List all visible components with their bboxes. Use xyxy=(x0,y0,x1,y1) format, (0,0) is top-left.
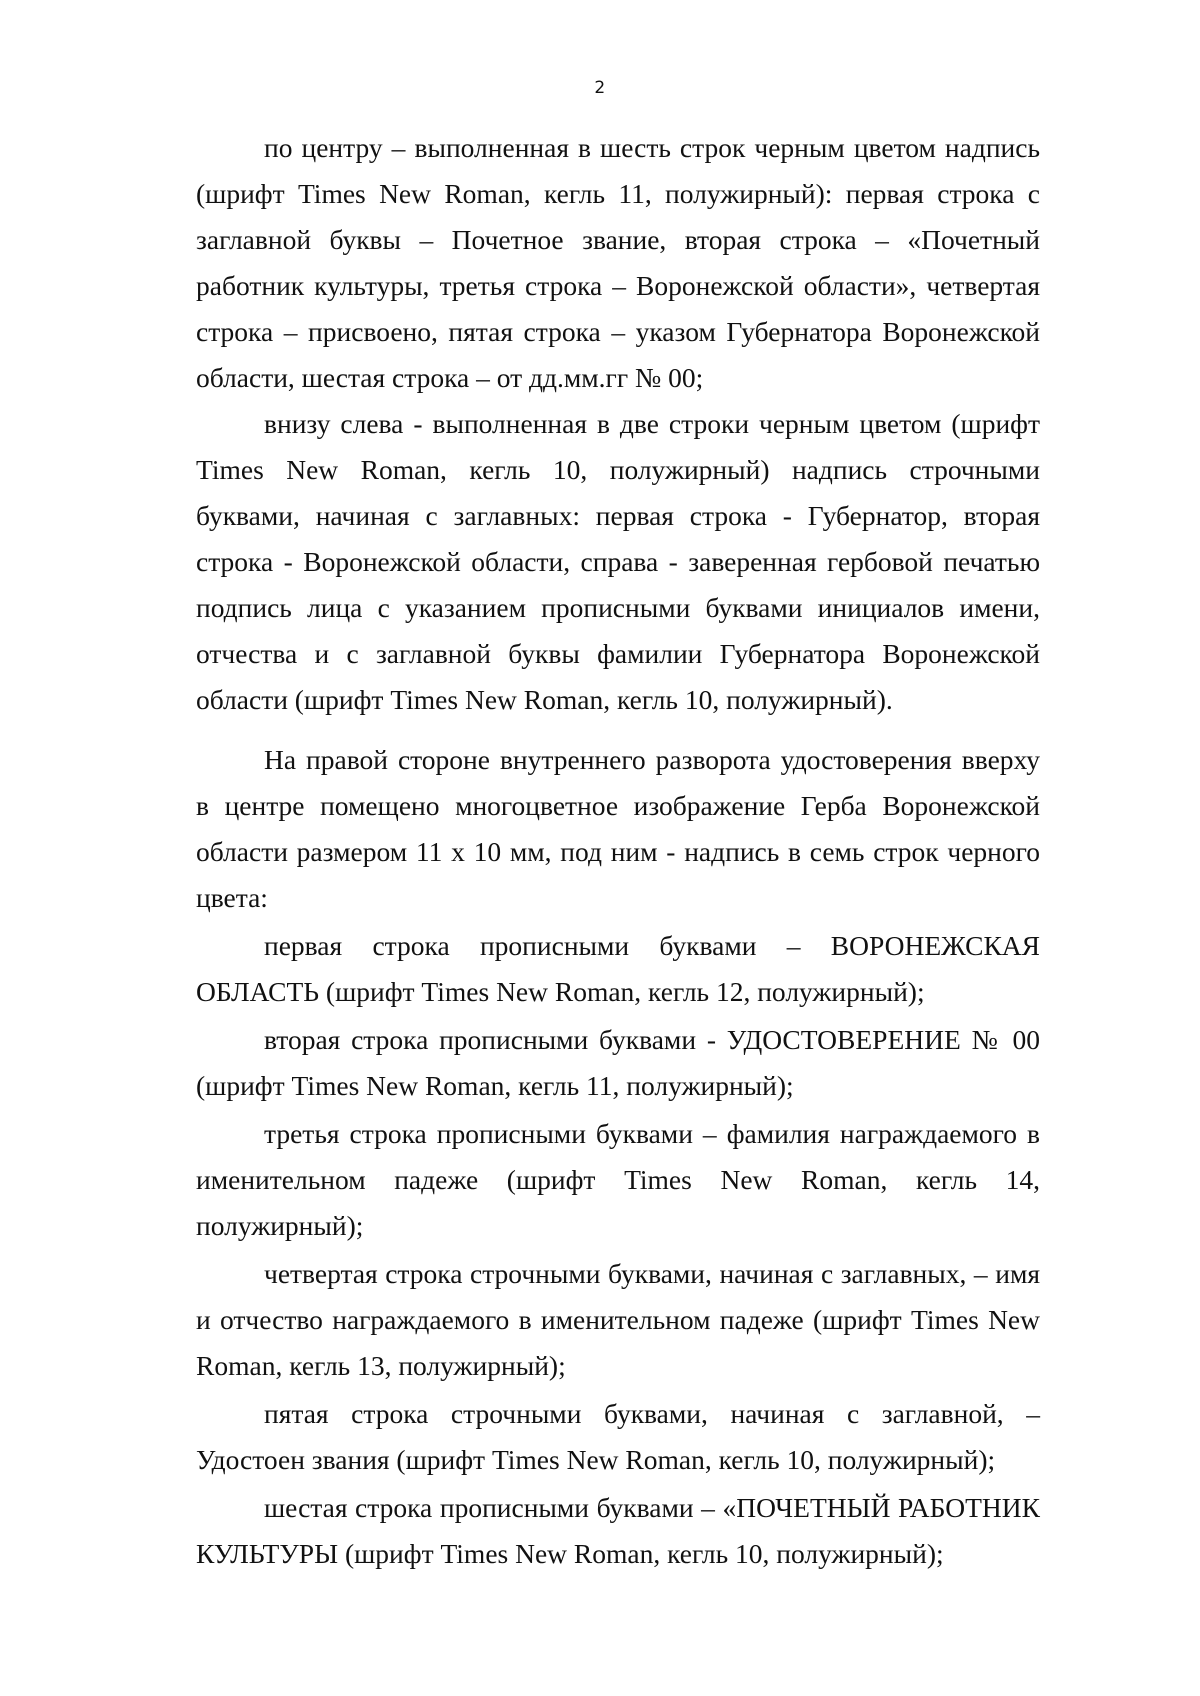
paragraph-line-two: вторая строка прописными буквами - УДОСТОВЕРЕНИЕ № 00 (шрифт Times New Roman, кегль 11, полужирный); xyxy=(196,1024,1040,1101)
paragraph-line-four: четвертая строка строчными буквами, начиная с заглавных, – имя и отчество награждаемого в именительном падеже (шрифт Times New Roman, кегль 13, полужирный); xyxy=(196,1258,1040,1381)
paragraph-right-side-description: На правой стороне внутреннего разворота удостоверения вверху в центре помещено многоцветное изображение Герба Воронежской области размером 11 х 10 мм, под ним - надпись в семь строк черного цвета: xyxy=(196,744,1040,913)
page-number: 2 xyxy=(594,78,606,98)
paragraph-line-three: третья строка прописными буквами – фамилия награждаемого в именительном падеже (шрифт Times New Roman, кегль 14, полужирный); xyxy=(196,1118,1040,1241)
paragraph-line-one: первая строка прописными буквами – ВОРОНЕЖСКАЯ ОБЛАСТЬ (шрифт Times New Roman, кегль 12, полужирный); xyxy=(196,930,1040,1007)
paragraph-bottom-left-inscription: внизу слева - выполненная в две строки черным цветом (шрифт Times New Roman, кегль 10, полужирный) надпись строчными буквами, начиная с заглавных: первая строка - Губернатор, вторая строка - Воронежской области, справа - заверенная гербовой печатью подпись лица с указанием прописными буквами инициалов имени, отчества и с заглавной буквы фамилии Губернатора Воронежской области (шрифт Times New Roman, кегль 10, полужирный). xyxy=(196,408,1040,715)
paragraph-line-five: пятая строка строчными буквами, начиная с заглавной, – Удостоен звания (шрифт Times New Roman, кегль 10, полужирный); xyxy=(196,1398,1040,1475)
document-body xyxy=(196,125,1040,1577)
paragraph-center-inscription: по центру – выполненная в шесть строк черным цветом надпись (шрифт Times New Roman, кегль 11, полужирный): первая строка с заглавной буквы – Почетное звание, вторая строка – «Почетный работник культуры, третья строка – Воронежской области», четвертая строка – присвоено, пятая строка – указом Губернатора Воронежской области, шестая строка – от дд.мм.гг № 00; xyxy=(196,132,1040,393)
paragraph-line-six: шестая строка прописными буквами – «ПОЧЕТНЫЙ РАБОТНИК КУЛЬТУРЫ (шрифт Times New Roman, кегль 10, полужирный); xyxy=(196,1492,1040,1569)
